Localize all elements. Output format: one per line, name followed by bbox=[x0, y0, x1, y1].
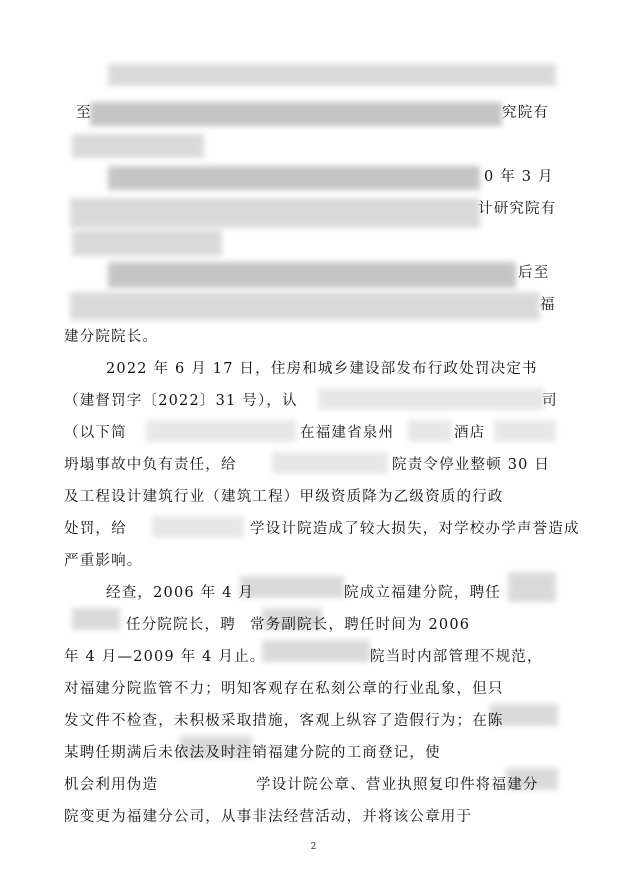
text-line bbox=[64, 774, 560, 796]
text-segment: 建分院院长。 bbox=[64, 329, 159, 345]
text-line bbox=[70, 582, 560, 604]
text-line bbox=[64, 742, 560, 764]
text-segment: 机会利用伪造 bbox=[64, 777, 159, 793]
text-line bbox=[64, 390, 560, 412]
text-segment: 院成立福建分院，聘任 bbox=[344, 585, 501, 601]
text-line bbox=[64, 422, 560, 444]
text-segment: （以下简 bbox=[64, 425, 127, 441]
text-segment: （建督罚字〔2022〕31 号），认 bbox=[64, 393, 298, 409]
text-segment: 对福建分院监管不力；明知客观存在私刻公章的行业乱象，但只 bbox=[64, 681, 504, 697]
text-segment: 经查，2006 年 4 月 bbox=[106, 585, 255, 601]
text-segment: 司 bbox=[542, 393, 558, 409]
text-segment: 及工程设计建筑行业（建筑工程）甲级资质降为乙级资质的行政 bbox=[64, 489, 504, 505]
text-segment: 某聘任期满后未依法及时注销福建分院的工商登记，使 bbox=[64, 745, 441, 761]
text-line bbox=[64, 710, 560, 732]
text-segment: 福 bbox=[540, 297, 556, 313]
text-segment: 计研究院有 bbox=[478, 201, 557, 217]
text-segment: 院责令停业整顿 30 日 bbox=[392, 457, 551, 473]
text-segment: 至 bbox=[76, 105, 92, 121]
text-segment: 后至 bbox=[518, 265, 550, 281]
text-line bbox=[64, 646, 560, 668]
text-line bbox=[64, 454, 560, 476]
text-line bbox=[70, 198, 560, 220]
text-line bbox=[64, 806, 560, 828]
text-line bbox=[64, 518, 580, 540]
text-segment: 任分院院长，聘 bbox=[126, 617, 236, 633]
text-segment: 在福建省泉州 bbox=[300, 425, 395, 441]
page-number: 2 bbox=[310, 842, 317, 852]
text-segment: 严重影响。 bbox=[64, 553, 143, 569]
text-segment: 学设计院造成了较大损失，对学校办学声誉造成 bbox=[250, 521, 580, 537]
text-segment: 处罚，给 bbox=[64, 521, 127, 537]
text-line bbox=[70, 102, 560, 124]
text-line bbox=[70, 614, 560, 636]
text-line bbox=[70, 166, 560, 188]
text-segment: 发文件不检查，未积极采取措施，客观上纵容了造假行为；在陈 bbox=[64, 713, 504, 729]
text-line bbox=[70, 358, 560, 380]
text-segment: 坍塌事故中负有责任，给 bbox=[64, 457, 237, 473]
text-segment: 学设计院公章、营业执照复印件将福建分 bbox=[256, 777, 539, 793]
text-segment: 酒店 bbox=[454, 425, 486, 441]
text-segment: 院变更为福建分公司，从事非法经营活动，并将该公章用于 bbox=[64, 809, 473, 825]
redaction-block bbox=[72, 230, 222, 256]
text-line bbox=[64, 486, 560, 508]
text-segment: 年 4 月—2009 年 4 月止。 bbox=[64, 649, 266, 665]
text-line bbox=[70, 262, 560, 284]
text-segment: 常务副院长，聘任时间为 2006 bbox=[250, 617, 471, 633]
text-segment: 2022 年 6 月 17 日，住房和城乡建设部发布行政处罚决定书 bbox=[106, 361, 538, 377]
text-line bbox=[64, 326, 560, 348]
text-line bbox=[64, 550, 560, 572]
text-segment: 究院有 bbox=[502, 105, 550, 121]
text-segment: 院当时内部管理不规范， bbox=[370, 649, 543, 665]
text-line bbox=[70, 294, 560, 316]
text-line bbox=[64, 678, 560, 700]
redaction-block bbox=[108, 64, 556, 86]
text-segment: 0 年 3 月 bbox=[484, 169, 554, 185]
redaction-block bbox=[72, 134, 204, 158]
